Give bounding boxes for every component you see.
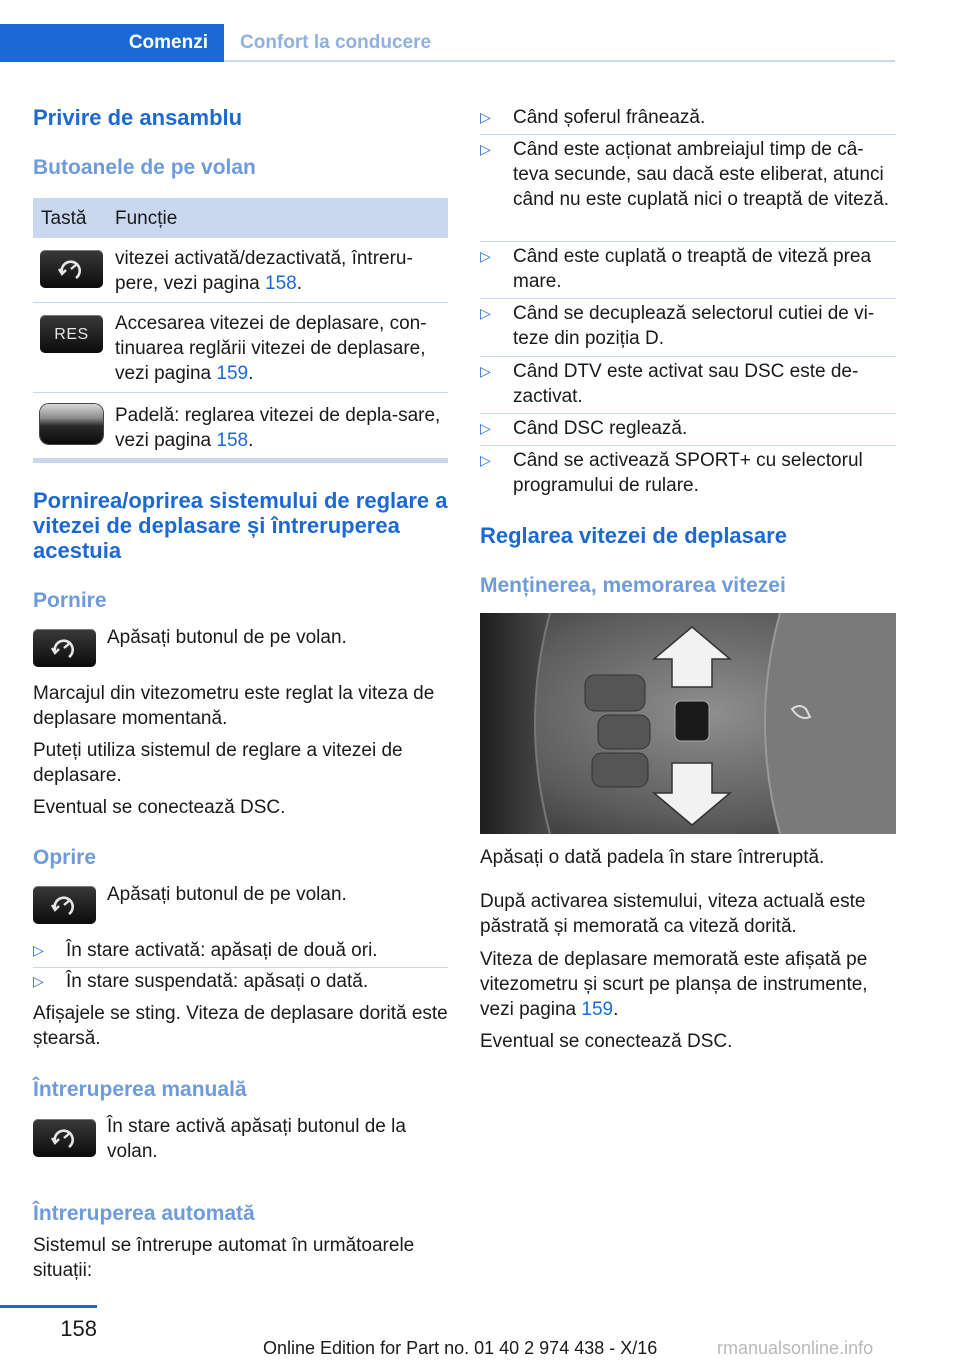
section-title-overview: Privire de ansamblu <box>33 105 243 130</box>
edition-footer: Online Edition for Part no. 01 40 2 974 438 - X/16 <box>263 1338 658 1358</box>
subtitle-auto-interrupt: Întreruperea automată <box>33 1202 255 1225</box>
res-key-label: RES <box>54 325 89 343</box>
right-paragraph-1: După activarea sistemului, viteza actuală este păstrată și memorată ca viteză dorită. <box>480 891 866 937</box>
start-paragraph-2: Puteți utiliza sistemul de reglare a vitezei de deplasare. <box>33 740 403 786</box>
list-separator <box>480 356 896 357</box>
table-header-key: Tastă <box>41 208 87 229</box>
list-item: ▷ Când este acționat ambreiajul timp de câ-teva secunde, sau dacă este eliberat, atunci când nu este cuplată nici o treaptă de viteză. <box>480 139 890 210</box>
subtitle-manual-interrupt: Întreruperea manuală <box>33 1078 247 1101</box>
page-link[interactable]: 158 <box>216 430 249 451</box>
cruise-control-icon <box>40 250 103 288</box>
auto-paragraph: Sistemul se întrerupe automat în următoarele situații: <box>33 1235 415 1281</box>
list-item: ▷ În stare suspendată: apăsați o dată. <box>33 971 369 992</box>
photo-caption: Apăsați o dată padela în stare întreruptă. <box>480 847 825 868</box>
list-item: ▷ Când șoferul frânează. <box>480 107 706 128</box>
bullet-triangle-icon: ▷ <box>480 141 491 157</box>
bullet-triangle-icon: ▷ <box>480 109 491 125</box>
tab-comenzi[interactable]: Comenzi <box>0 24 224 62</box>
subtitle-pornire: Pornire <box>33 589 107 612</box>
right-paragraph-3: Eventual se conectează DSC. <box>480 1031 733 1052</box>
tab-confort-la-conducere[interactable]: Confort la conducere <box>240 32 432 53</box>
bullet-triangle-icon: ▷ <box>480 305 491 321</box>
table-cell-function: Padelă: reglarea vitezei de depla-sare, vezi pagina 158. <box>115 405 441 451</box>
list-item: ▷ Când DSC reglează. <box>480 418 688 439</box>
table-header <box>33 198 448 238</box>
res-key-icon <box>40 315 103 353</box>
table-header-function: Funcție <box>115 208 178 229</box>
right-paragraph-2: Viteza de deplasare memorată este afișată pe vitezometru și scurt pe planșa de instrumente, vezi pagina 159. <box>480 949 868 1020</box>
page-link[interactable]: 158 <box>265 273 297 294</box>
list-separator <box>480 241 896 242</box>
bullet-triangle-icon: ▷ <box>480 452 491 468</box>
table-row <box>33 238 448 303</box>
manual-instruction: În stare activă apăsați butonul de la volan. <box>107 1116 406 1162</box>
stop-instruction: Apăsați butonul de pe volan. <box>107 884 347 905</box>
rocker-paddle-icon <box>40 404 103 444</box>
list-separator <box>480 134 896 135</box>
list-item: ▷ Când DTV este activat sau DSC este de-zactivat. <box>480 361 859 407</box>
start-instruction: Apăsați butonul de pe volan. <box>107 627 347 648</box>
table-row <box>33 393 448 458</box>
table-cell-function: vitezei activată/dezactivată, întreru-pere, vezi pagina 158. <box>115 248 413 294</box>
bullet-triangle-icon: ▷ <box>480 248 491 264</box>
subtitle-hold-store-speed: Menținerea, memorarea vitezei <box>480 574 786 597</box>
start-paragraph-1: Marcajul din vitezometru este reglat la viteza de deplasare momentană. <box>33 683 435 729</box>
stop-paragraph: Afișajele se sting. Viteza de deplasare dorită este ștearsă. <box>33 1003 448 1049</box>
subtitle-oprire: Oprire <box>33 846 97 869</box>
table-end-rule <box>33 458 448 463</box>
buttons-table <box>33 198 448 458</box>
subtitle-steering-buttons: Butoanele de pe volan <box>33 156 256 179</box>
chapter-tabs <box>0 24 895 62</box>
page-link[interactable]: 159 <box>216 363 249 384</box>
list-separator <box>33 967 448 968</box>
cruise-control-icon <box>33 1119 96 1157</box>
page-number-bar <box>0 1305 97 1308</box>
section-title-speed-control: Reglarea vitezei de deplasare <box>480 523 787 548</box>
list-item: ▷ Când se activează SPORT+ cu selectorul programului de rulare. <box>480 450 863 496</box>
table-cell-function: Accesarea vitezei de deplasare, con-tinuarea reglării vitezei de deplasare, vezi pagina 159. <box>115 313 427 384</box>
list-separator <box>480 413 896 414</box>
list-item: ▷ În stare activată: apăsați de două ori. <box>33 940 378 961</box>
cruise-control-icon <box>33 886 96 924</box>
list-separator <box>480 445 896 446</box>
page-number: 158 <box>60 1316 97 1341</box>
list-separator <box>480 298 896 299</box>
section-title-start-stop: Pornirea/oprirea sistemului de reglare a vitezei de deplasare și întreruperea acestuia <box>33 488 448 563</box>
list-item: ▷ Când se decuplează selectorul cutiei de vi-teze din poziția D. <box>480 303 875 349</box>
page-link[interactable]: 159 <box>581 999 614 1020</box>
bullet-triangle-icon: ▷ <box>33 942 44 958</box>
table-row <box>33 303 448 393</box>
bullet-triangle-icon: ▷ <box>33 973 44 989</box>
bullet-triangle-icon: ▷ <box>480 420 491 436</box>
cruise-control-icon <box>33 629 96 667</box>
tab-underline <box>224 60 895 62</box>
bullet-triangle-icon: ▷ <box>480 363 491 379</box>
start-paragraph-3: Eventual se conectează DSC. <box>33 797 286 818</box>
watermark-logo: rmanualsonline.info <box>717 1338 874 1358</box>
list-item: ▷ Când este cuplată o treaptă de viteză prea mare. <box>480 246 872 292</box>
steering-wheel-photo <box>480 613 896 834</box>
